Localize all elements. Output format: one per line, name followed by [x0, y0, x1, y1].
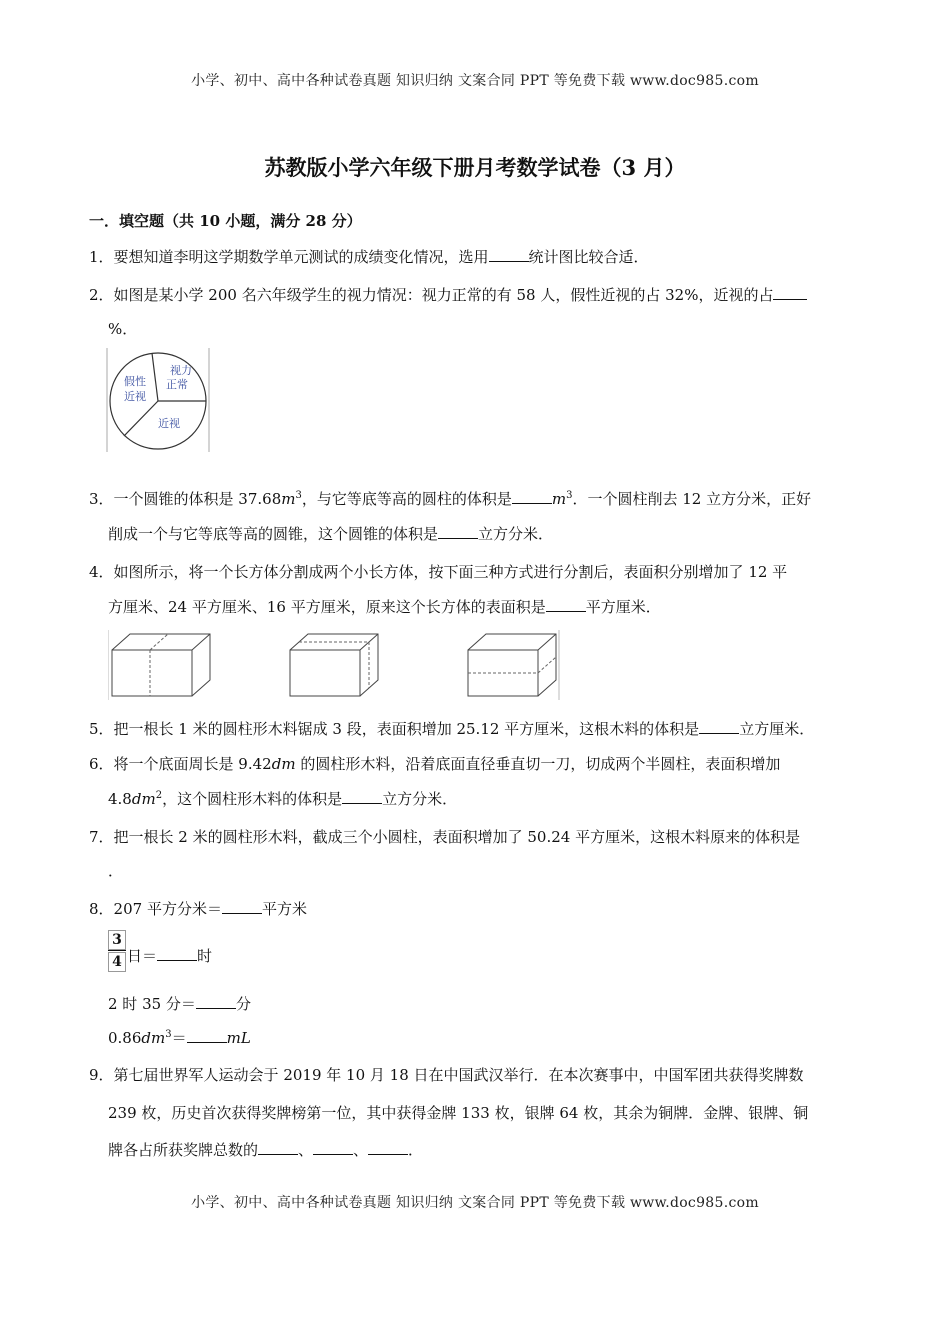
answer-blank[interactable]	[342, 788, 382, 804]
q4-text: 方厘米、24 平方厘米、16 平方厘米，原来这个长方体的表面积是	[108, 598, 546, 616]
page-footer: 小学、初中、高中各种试卷真题 知识归纳 文案合同 PPT 等免费下载 www.doc985.com	[191, 1195, 759, 1211]
q2-text: 2．如图是某小学 200 名六年级学生的视力情况：视力正常的有 58 人，假性近视的占 32%，近视的占	[89, 286, 774, 304]
question-4	[89, 561, 787, 582]
pie-label-normal: 视力	[170, 364, 192, 377]
question-6-cont	[108, 788, 457, 809]
question-8-line-4	[108, 1027, 251, 1048]
answer-blank[interactable]	[222, 898, 262, 914]
q7-text: 7．把一根长 2 米的圆柱形木料，截成三个小圆柱，表面积增加了 50.24 平方厘米，这根木料原来的体积是	[89, 828, 801, 846]
page-header: 小学、初中、高中各种试卷真题 知识归纳 文案合同 PPT 等免费下载 www.doc985.com	[191, 73, 759, 89]
question-8-line-2	[127, 945, 212, 966]
answer-blank[interactable]	[196, 993, 236, 1009]
separator: 、	[298, 1141, 314, 1159]
q5-text: 5．把一根长 1 米的圆柱形木料锯成 3 段，表面积增加 25.12 平方厘米，这根木料的体积是	[89, 720, 700, 738]
q9-text: 牌各占所获奖牌总数的	[108, 1141, 259, 1159]
question-9-cont-2	[108, 1139, 423, 1160]
fraction-three-quarters	[108, 930, 124, 972]
pie-label-normal: 正常	[166, 378, 188, 391]
q4-text: 4．如图所示，将一个长方体分割成两个小长方体，按下面三种方式进行分割后，表面积分别增加了 12 平	[89, 563, 788, 581]
vision-pie-figure	[104, 348, 212, 452]
q3-text: ．一个圆柱削去 12 立方分米，正好	[572, 490, 812, 508]
question-6	[89, 753, 780, 774]
q9-text-end: ．	[408, 1141, 424, 1159]
q9-text: 9．第七届世界军人运动会于 2019 年 10 月 18 日在中国武汉举行．在本次赛事中，中国军团共获得奖牌数	[89, 1066, 804, 1084]
q8-text: 8．207 平方分米＝	[89, 900, 222, 918]
q8-text: 0.86	[108, 1029, 142, 1047]
q8-text: 时	[197, 947, 213, 965]
answer-blank[interactable]	[699, 718, 739, 734]
cuboid-cut-3	[468, 630, 559, 700]
unit: m	[551, 490, 567, 508]
q6-text-end: 立方分米．	[382, 790, 458, 808]
question-9	[89, 1064, 804, 1085]
answer-blank[interactable]	[157, 945, 197, 961]
q6-text: 的圆柱形木料，沿着底面直径垂直切一刀，切成两个半圆柱，表面积增加	[295, 755, 781, 773]
page-title: 苏教版小学六年级下册月考数学试卷（3 月）	[264, 155, 686, 180]
q3-text-end: 立方分米．	[478, 525, 554, 543]
question-8	[89, 898, 307, 919]
question-8-line-3	[108, 993, 251, 1014]
q3-text: 削成一个与它等底等高的圆锥，这个圆锥的体积是	[108, 525, 439, 543]
pie-label-myopia: 近视	[158, 417, 180, 430]
question-7	[89, 826, 800, 847]
q1-text-end: 统计图比较合适．	[528, 248, 649, 266]
unit: m	[281, 490, 296, 508]
exponent: 3	[566, 490, 573, 501]
q6-text: ，这个圆柱形木料的体积是	[162, 790, 343, 808]
fraction-denominator: 4	[108, 952, 126, 972]
question-3-cont	[108, 523, 553, 544]
q6-text: 4.8	[108, 790, 132, 808]
question-2-cont	[108, 318, 137, 339]
question-2	[89, 284, 807, 305]
q8-text: 平方米	[261, 900, 307, 918]
fraction-bar	[108, 950, 126, 951]
pie-label-pseudo: 近视	[124, 390, 146, 403]
q2-text-end: %．	[108, 320, 138, 338]
q6-text: 6．将一个底面周长是 9.42	[89, 755, 272, 773]
q8-text: 2 时 35 分＝	[108, 995, 196, 1013]
pie-label-pseudo: 假性	[124, 375, 146, 388]
question-1	[89, 246, 649, 267]
q3-text: 3．一个圆锥的体积是 37.68	[89, 490, 282, 508]
question-7-cont	[108, 860, 123, 881]
q4-text-end: 平方厘米．	[585, 598, 661, 616]
question-4-cont	[108, 596, 661, 617]
exponent: 2	[155, 790, 163, 801]
answer-blank[interactable]	[258, 1139, 298, 1155]
answer-blank[interactable]	[313, 1139, 353, 1155]
q3-text: ，与它等底等高的圆柱的体积是	[301, 490, 512, 508]
answer-blank[interactable]	[368, 1139, 408, 1155]
q8-text: 日＝	[127, 947, 158, 965]
cuboid-figures	[108, 630, 560, 700]
question-5	[89, 718, 814, 739]
separator: 、	[353, 1141, 369, 1159]
q5-text-end: 立方厘米．	[739, 720, 815, 738]
unit: mL	[226, 1029, 251, 1047]
cuboid-cut-2	[290, 634, 378, 696]
question-9-cont	[108, 1102, 808, 1123]
exponent: 3	[295, 490, 302, 501]
answer-blank[interactable]	[489, 246, 529, 262]
answer-blank[interactable]	[512, 488, 552, 504]
cuboid-cut-1	[108, 630, 210, 700]
answer-blank[interactable]	[773, 284, 807, 300]
answer-blank[interactable]	[546, 596, 586, 612]
unit: dm	[141, 1029, 166, 1047]
question-3	[89, 488, 811, 509]
exponent: 3	[165, 1029, 172, 1040]
q8-text: 分	[235, 995, 251, 1013]
fraction-numerator: 3	[108, 930, 126, 950]
q9-text: 239 枚，历史首次获得奖牌榜第一位，其中获得金牌 133 枚，银牌 64 枚，其余为铜牌．金牌、银牌、铜	[108, 1104, 809, 1122]
unit: dm	[131, 790, 156, 808]
q1-text: 1．要想知道李明这学期数学单元测试的成绩变化情况，选用	[89, 248, 489, 266]
unit: dm	[271, 755, 296, 773]
answer-blank[interactable]	[187, 1027, 227, 1043]
q8-text: ＝	[171, 1029, 187, 1047]
section-heading: 一．填空题（共 10 小题，满分 28 分）	[89, 212, 362, 230]
q7-text-end: ．	[108, 862, 124, 880]
answer-blank[interactable]	[438, 523, 478, 539]
